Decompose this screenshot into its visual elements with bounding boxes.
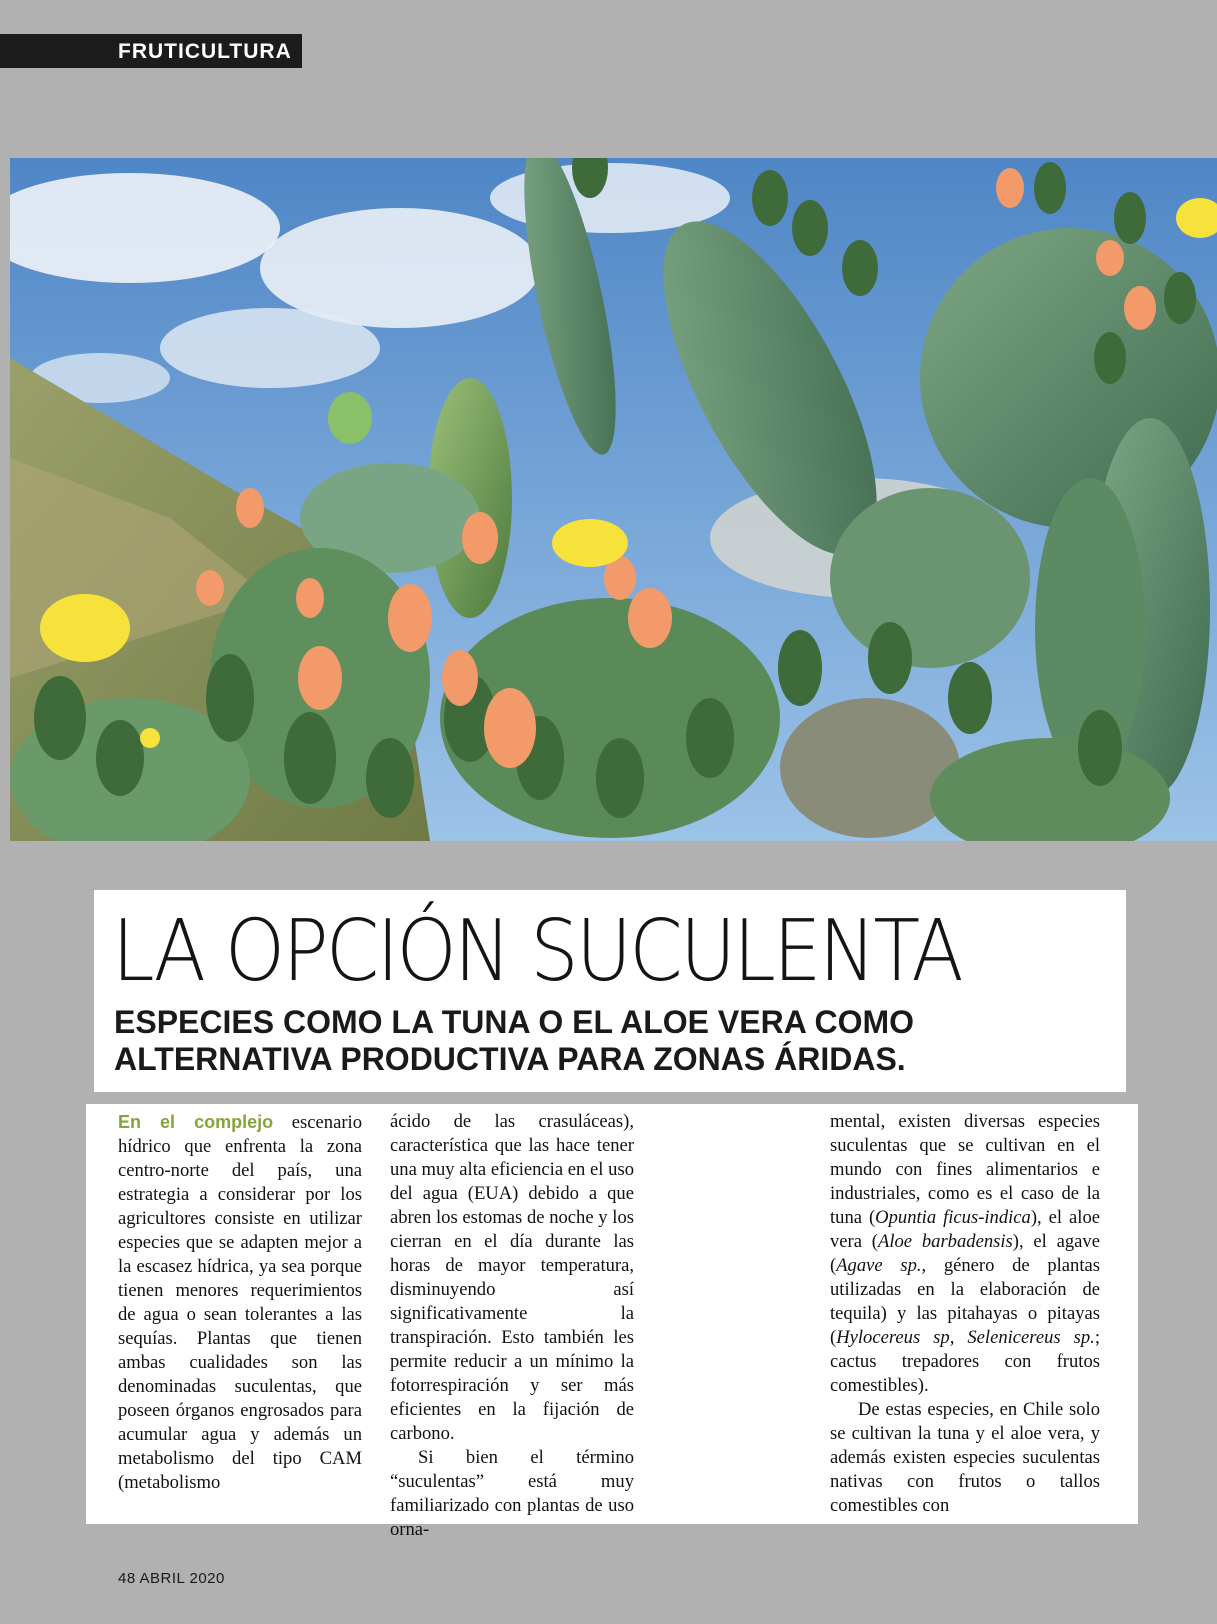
col1-text: escenario hídrico que enfrenta la zona centro-norte del país, una estrategia a considerar por los agricultores consiste en utilizar especies que se adapten mejor a la escasez hídrica, ya sea porque tienen menores requerimientos de agua o sean tolerantes a las sequías. Plantas que tienen ambas cualidades son las denominadas suculentas, que poseen órganos engrosados para acumular agua y además un metabolismo del tipo CAM (metabolismo	[118, 1112, 362, 1493]
body-column-1	[118, 1110, 362, 1495]
species-agave: Agave sp.	[836, 1255, 922, 1276]
col4-text-4: , género de plantas utilizadas en la elaboración de tequila) y las pitahayas o pitayas (	[830, 1255, 1100, 1348]
article-headline: LA OPCIÓN SUCULENTA	[112, 902, 962, 1001]
body-column-3	[830, 1110, 1100, 1518]
col2-paragraph-2: Si bien el término “suculentas” está muy familiarizado con plantas de uso orna-	[390, 1447, 634, 1540]
section-tag-label: FRUTICULTURA	[118, 40, 292, 63]
species-aloe: Aloe barbadensis	[877, 1231, 1013, 1252]
subhead-line-2: ALTERNATIVA PRODUCTIVA PARA ZONAS ÁRIDAS.	[114, 1041, 906, 1077]
col4-paragraph-1	[830, 1110, 1100, 1398]
article-subhead	[114, 1004, 914, 1078]
cactus-illustration	[10, 158, 1217, 841]
body-column-2	[390, 1110, 634, 1542]
species-hylocereus: Hylocereus sp, Selenicereus sp.	[836, 1327, 1095, 1348]
article-body	[86, 1104, 1138, 1540]
section-tag	[0, 34, 302, 68]
col4-text-1: mental, existen diversas especies suculentas que se cultivan en el mundo con fines alimentarios e industriales, como es el caso de la tuna (	[830, 1111, 1100, 1228]
species-opuntia: Opuntia ficus-indica	[875, 1207, 1031, 1228]
lead-in: En el complejo	[118, 1112, 274, 1132]
hero-photo	[10, 158, 1217, 841]
col4-text-5: ; cactus trepadores con frutos comestibles).	[830, 1327, 1100, 1396]
page-folio: 48 ABRIL 2020	[118, 1570, 225, 1587]
col4-text-2: ), el aloe vera (	[830, 1207, 1100, 1252]
subhead-line-1: ESPECIES COMO LA TUNA O EL ALOE VERA COMO	[114, 1004, 915, 1040]
col4-text-3: ), el agave (	[830, 1231, 1100, 1276]
col2-paragraph-1: ácido de las crasuláceas), característica que las hace tener una muy alta eficiencia en el uso del agua (EUA) debido a que abren los estomas de noche y los cierran en el día durante las horas de mayor temperatura, disminuyendo así significativamente la transpiración. Esto también les permite reducir a un mínimo la fotorrespiración y ser más eficientes en la fijación de carbono.	[390, 1111, 634, 1444]
title-box	[94, 890, 1126, 1092]
col4-paragraph-2: De estas especies, en Chile solo se cultivan la tuna y el aloe vera, y además existen especies suculentas nativas con frutos o tallos comestibles con	[830, 1399, 1100, 1516]
